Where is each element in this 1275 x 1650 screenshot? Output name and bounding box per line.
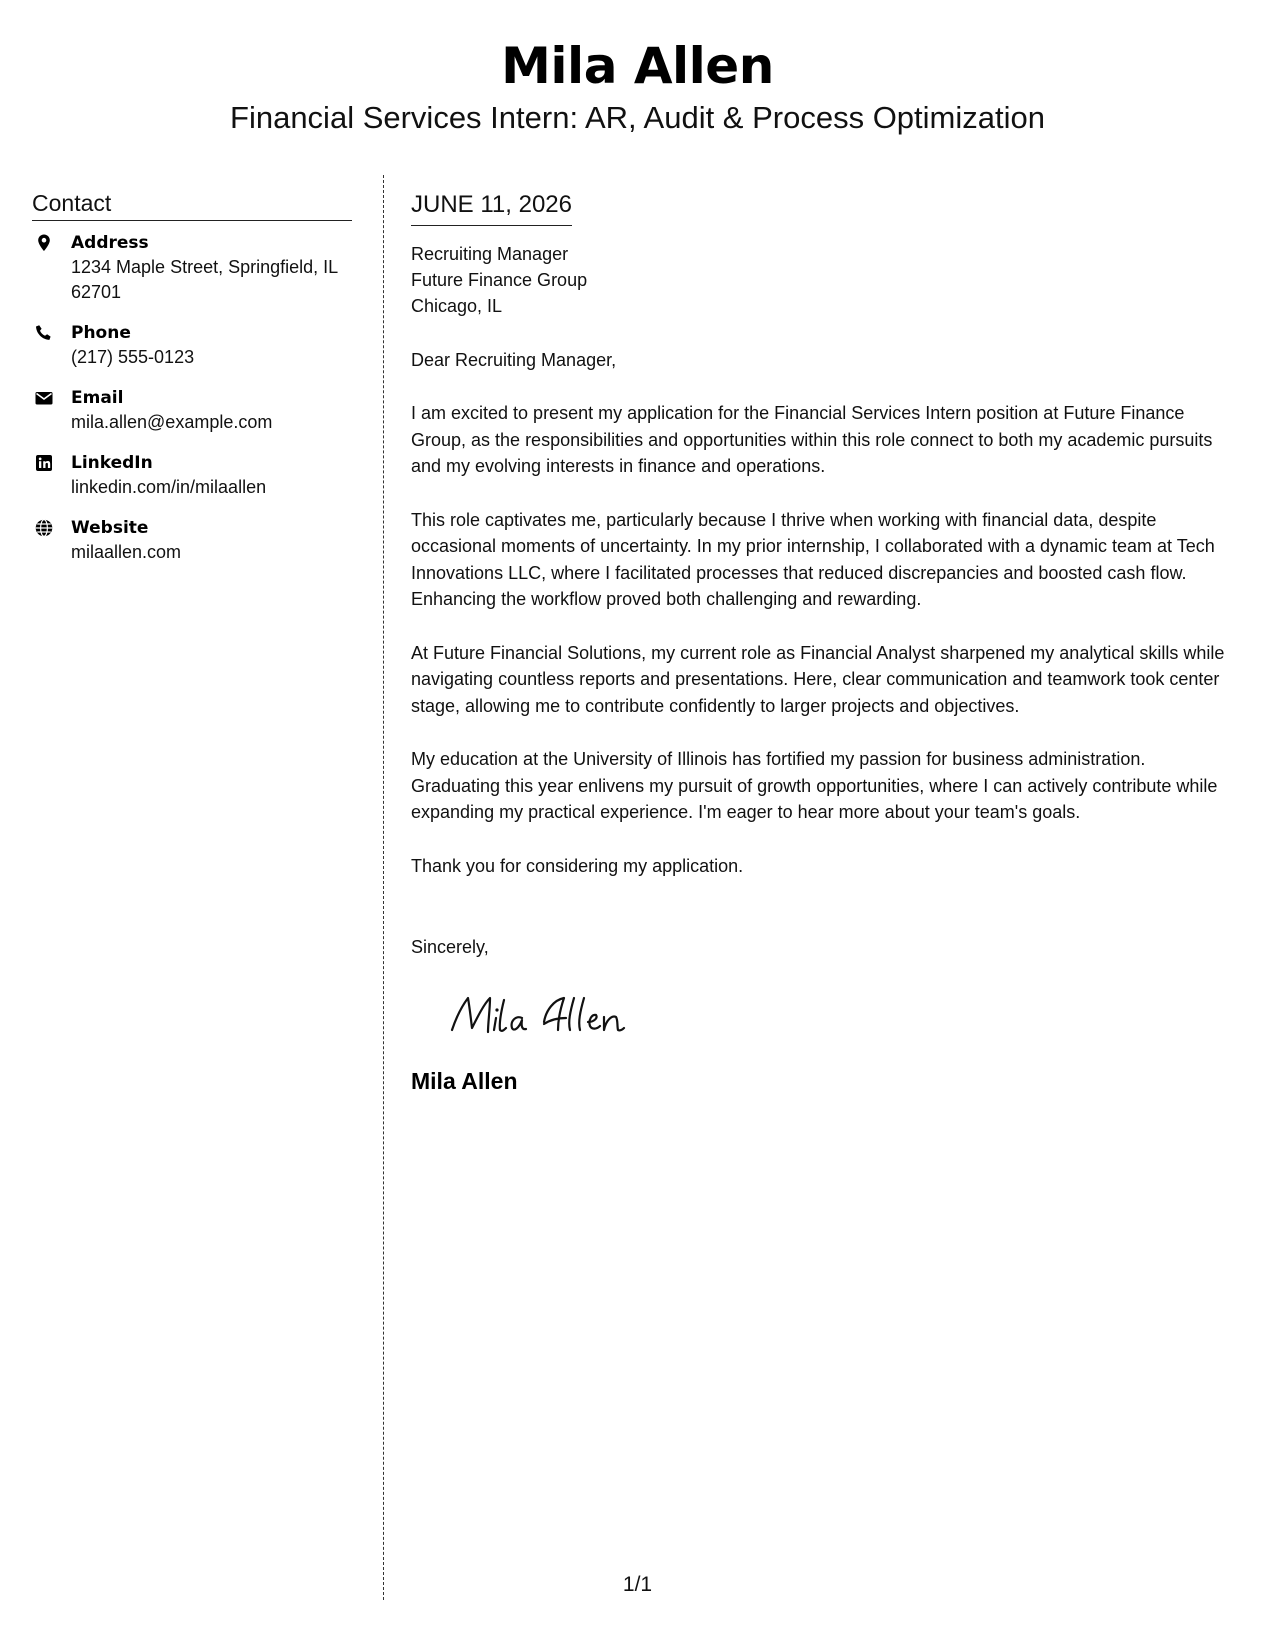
recipient-title: Recruiting Manager xyxy=(411,244,569,264)
paragraph-internship: This role captivates me, particularly because I thrive when working with financial data, despite occasional moments of uncertainty. In my prior internship, I collaborated with a dynamic team at Tech Innovations LLC, where I facilitated processes that reduced discrepancies and boosted cash flow. Enhancing the workflow proved both challenging and rewarding. xyxy=(411,509,1215,609)
website-value: milaallen.com xyxy=(71,542,182,562)
column-divider xyxy=(383,175,384,1600)
paragraph-education: My education at the University of Illinois has fortified my passion for business administration. Graduating this year enlivens my pursuit of growth opportunities, where I can actively contribute while expanding my practical experience. I'm eager to hear more about your team's goals. xyxy=(411,749,1218,822)
contact-list xyxy=(32,231,352,565)
paragraph-thanks: Thank you for considering my application. xyxy=(411,855,744,876)
page-number: 1/1 xyxy=(622,1573,653,1596)
recipient-block xyxy=(411,241,1236,319)
contact-label: Phone xyxy=(71,323,131,343)
envelope-icon xyxy=(34,388,54,408)
salutation: Dear Recruiting Manager, xyxy=(411,350,617,370)
closing: Sincerely, xyxy=(411,937,489,957)
recipient-location: Chicago, IL xyxy=(411,296,503,316)
phone-icon xyxy=(34,323,54,343)
email-value: mila.allen@example.com xyxy=(71,412,273,432)
contact-label: Address xyxy=(71,233,149,253)
address-value: 1234 Maple Street, Springfield, IL 62701 xyxy=(71,257,338,302)
paragraph-intro: I am excited to present my application for the Financial Services Intern position at Future Finance Group, as the responsibilities and opportunities within this role connect to both my academic pursuits and my evolving interests in finance and operations. xyxy=(411,403,1213,476)
map-pin-icon xyxy=(34,233,54,253)
contact-heading: Contact xyxy=(32,188,352,221)
contact-label: Email xyxy=(71,388,124,408)
letter-date: JUNE 11, 2026 xyxy=(411,189,572,226)
applicant-role: Financial Services Intern: AR, Audit & Process Optimization xyxy=(230,100,1045,135)
handwritten-signature xyxy=(446,988,646,1046)
contact-item-linkedin xyxy=(32,451,352,500)
linkedin-icon xyxy=(34,453,54,473)
document-header xyxy=(0,36,1275,138)
recipient-company: Future Finance Group xyxy=(411,270,588,290)
signer-name: Mila Allen xyxy=(411,1068,518,1094)
contact-label: Website xyxy=(71,518,149,538)
contact-item-address xyxy=(32,231,352,305)
applicant-name: Mila Allen xyxy=(501,37,774,95)
contact-item-phone xyxy=(32,321,352,370)
contact-sidebar xyxy=(32,188,352,581)
paragraph-current-role: At Future Financial Solutions, my current role as Financial Analyst sharpened my analytical skills while navigating countless reports and presentations. Here, clear communication and teamwork took center stage, allowing me to contribute confidently to larger projects and objectives. xyxy=(411,642,1225,716)
contact-label: LinkedIn xyxy=(71,453,153,473)
contact-item-email xyxy=(32,386,352,435)
letter-body xyxy=(411,189,1236,1096)
linkedin-value: linkedin.com/in/milaallen xyxy=(71,477,267,497)
globe-icon xyxy=(34,518,54,538)
contact-item-website xyxy=(32,516,352,565)
phone-value: (217) 555-0123 xyxy=(71,347,195,367)
